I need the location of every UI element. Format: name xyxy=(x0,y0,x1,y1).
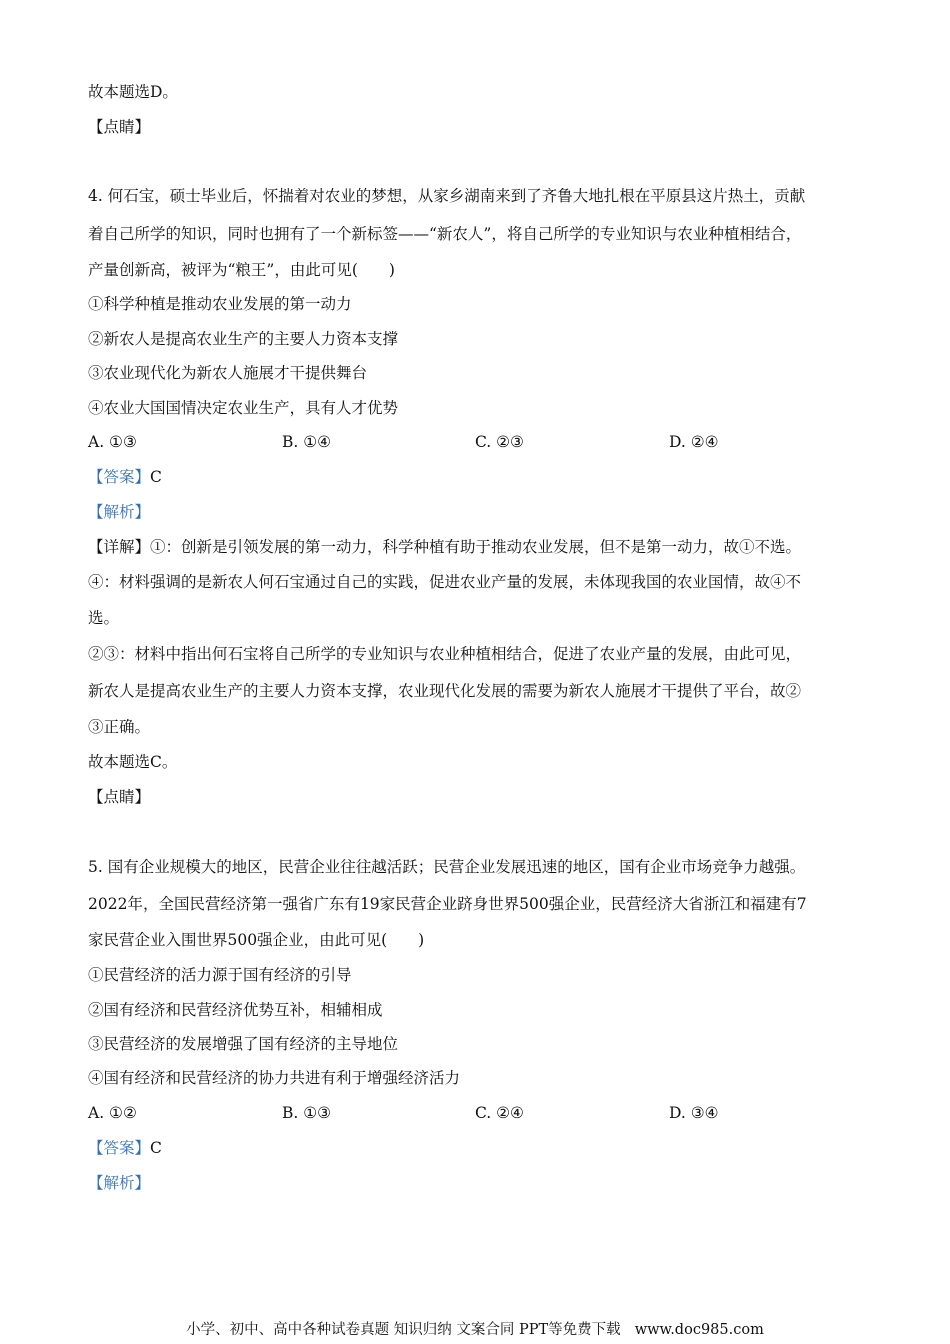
footer-link[interactable]: www.doc985.com xyxy=(634,1322,764,1338)
q5-analysis-tag: 【解析】 xyxy=(88,1174,151,1192)
q5-answer-value: C xyxy=(150,1139,162,1157)
q5-statement-2: ②国有经济和民营经济优势互补，相辅相成 xyxy=(88,1001,383,1019)
q5-answer-tag: 【答案】 xyxy=(88,1139,151,1157)
q5-option-d: D. ③④ xyxy=(669,1104,719,1122)
q4-statement-2: ②新农人是提高农业生产的主要人力资本支撑 xyxy=(88,330,399,348)
q5-option-c: C. ②④ xyxy=(475,1104,524,1122)
q4-answer-row xyxy=(88,467,162,487)
q4-stem-line-1: 4. 何石宝，硕士毕业后，怀揣着对农业的梦想，从家乡湖南来到了齐鲁大地扎根在平原县这片热土，贡献 xyxy=(88,187,806,205)
q4-statement-4: ④农业大国国情决定农业生产，具有人才优势 xyxy=(88,399,399,417)
q5-stem-line-3: 家民营企业入围世界500强企业，由此可见( ) xyxy=(88,931,425,949)
q4-detail-line-6: ③正确。 xyxy=(88,718,151,736)
q4-dianjing-tag: 【点睛】 xyxy=(88,788,151,806)
q4-detail-line-4: ②③：材料中指出何石宝将自己所学的专业知识与农业种植相结合，促进了农业产量的发展，由此可见， xyxy=(88,645,802,663)
q4-option-b: B. ①④ xyxy=(282,433,332,451)
q4-option-a: A. ①③ xyxy=(88,433,137,451)
q4-detail-tag: 【详解】 xyxy=(88,538,151,556)
q4-statement-3: ③农业现代化为新农人施展才干提供舞台 xyxy=(88,364,368,382)
q4-detail-line-3: 选。 xyxy=(88,609,120,627)
q5-answer-row xyxy=(88,1138,162,1158)
q5-stem-line-2: 2022年，全国民营经济第一强省广东有19家民营企业跻身世界500强企业，民营经济大省浙江和福建有7 xyxy=(88,895,807,913)
q4-detail-line-5: 新农人是提高农业生产的主要人力资本支撑，农业现代化发展的需要为新农人施展才干提供了平台，故② xyxy=(88,682,802,700)
q4-detail-text-1: ①：创新是引领发展的第一动力，科学种植有助于推动农业发展，但不是第一动力，故①不选。 xyxy=(150,538,802,556)
prev-conclusion: 故本题选D。 xyxy=(88,83,178,101)
prev-dianjing-tag: 【点睛】 xyxy=(88,118,151,136)
q4-option-d: D. ②④ xyxy=(669,433,719,451)
q4-detail-line-2: ④：材料强调的是新农人何石宝通过自己的实践，促进农业产量的发展，未体现我国的农业国情，故④不 xyxy=(88,573,802,591)
q5-statement-4: ④国有经济和民营经济的协力共进有利于增强经济活力 xyxy=(88,1069,461,1087)
q5-stem-line-1: 5. 国有企业规模大的地区，民营企业往往越活跃；民营企业发展迅速的地区，国有企业市场竞争力越强。 xyxy=(88,858,806,876)
q4-conclusion: 故本题选C。 xyxy=(88,753,178,771)
q4-statement-1: ①科学种植是推动农业发展的第一动力 xyxy=(88,295,352,313)
q5-statement-3: ③民营经济的发展增强了国有经济的主导地位 xyxy=(88,1035,399,1053)
q4-answer-tag: 【答案】 xyxy=(88,468,151,486)
q4-stem-line-2: 着自己所学的知识，同时也拥有了一个新标签——“新农人”，将自己所学的专业知识与农业种植相结合， xyxy=(88,225,802,243)
q4-answer-value: C xyxy=(150,468,162,486)
q5-option-a: A. ①② xyxy=(88,1104,137,1122)
page-footer xyxy=(0,1320,950,1340)
footer-text: 小学、初中、高中各种试卷真题 知识归纳 文案合同 PPT等免费下载 xyxy=(186,1322,621,1338)
q4-analysis-tag: 【解析】 xyxy=(88,503,151,521)
q5-option-b: B. ①③ xyxy=(282,1104,332,1122)
q4-stem-line-3: 产量创新高，被评为“粮王”，由此可见( ) xyxy=(88,261,395,279)
q4-option-c: C. ②③ xyxy=(475,433,524,451)
q5-statement-1: ①民营经济的活力源于国有经济的引导 xyxy=(88,966,352,984)
q4-detail-line-1 xyxy=(88,537,801,557)
